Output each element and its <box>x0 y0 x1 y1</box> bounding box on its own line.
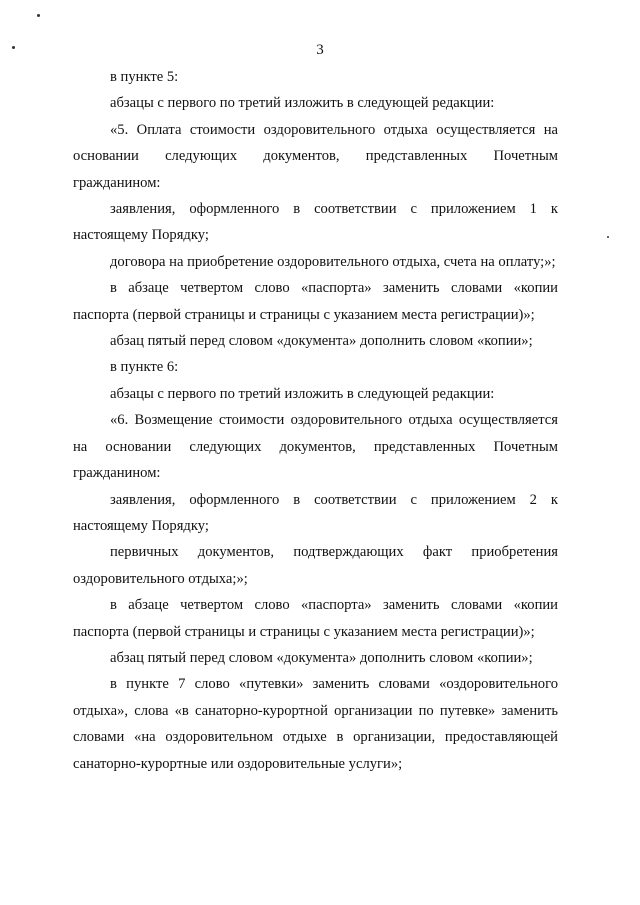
paragraph: в пункте 7 слово «путевки» заменить словами «оздоровительного отдыха», слова «в санаторно-курортной организации по путевке» заменить словами «на оздоровительном отдыхе в организации, предоставляющей санаторно-курортные или оздоровительные услуги»; <box>73 676 558 772</box>
paragraph: в пункте 5: <box>110 69 179 85</box>
paragraph: в абзаце четвертом слово «паспорта» заменить словами «копии паспорта (первой страницы и страницы с указанием места регистрации)»; <box>73 280 558 323</box>
paragraph: «6. Возмещение стоимости оздоровительного отдыха осуществляется на основании следующих документов, представленных Почетным гражданином: <box>73 412 558 482</box>
paragraph: в пункте 6: <box>110 359 179 376</box>
paragraph: абзацы с первого по третий изложить в следующей редакции: <box>110 385 495 402</box>
document-body <box>73 64 558 777</box>
paragraph: договора на приобретение оздоровительного отдыха, счета на оплату;»; <box>110 253 556 270</box>
paragraph: абзацы с первого по третий изложить в следующей редакции: <box>110 95 495 112</box>
paragraph: первичных документов, подтверждающих факт приобретения оздоровительного отдыха;»; <box>73 544 558 587</box>
scan-speck <box>607 236 609 238</box>
paragraph: «5. Оплата стоимости оздоровительного отдыха осуществляется на основании следующих документов, представленных Почетным гражданином: <box>73 121 558 191</box>
paragraph: заявления, оформленного в соответствии с приложением 1 к настоящему Порядку; <box>73 201 558 244</box>
paragraph: абзац пятый перед словом «документа» дополнить словом «копии»; <box>110 333 533 350</box>
paragraph: в абзаце четвертом слово «паспорта» заменить словами «копии паспорта (первой страницы и страницы с указанием места регистрации)»; <box>73 597 558 640</box>
scan-speck <box>37 14 40 17</box>
page-number: 3 <box>316 42 324 58</box>
paragraph: абзац пятый перед словом «документа» дополнить словом «копии»; <box>110 649 533 666</box>
paragraph: заявления, оформленного в соответствии с приложением 2 к настоящему Порядку; <box>73 491 558 534</box>
